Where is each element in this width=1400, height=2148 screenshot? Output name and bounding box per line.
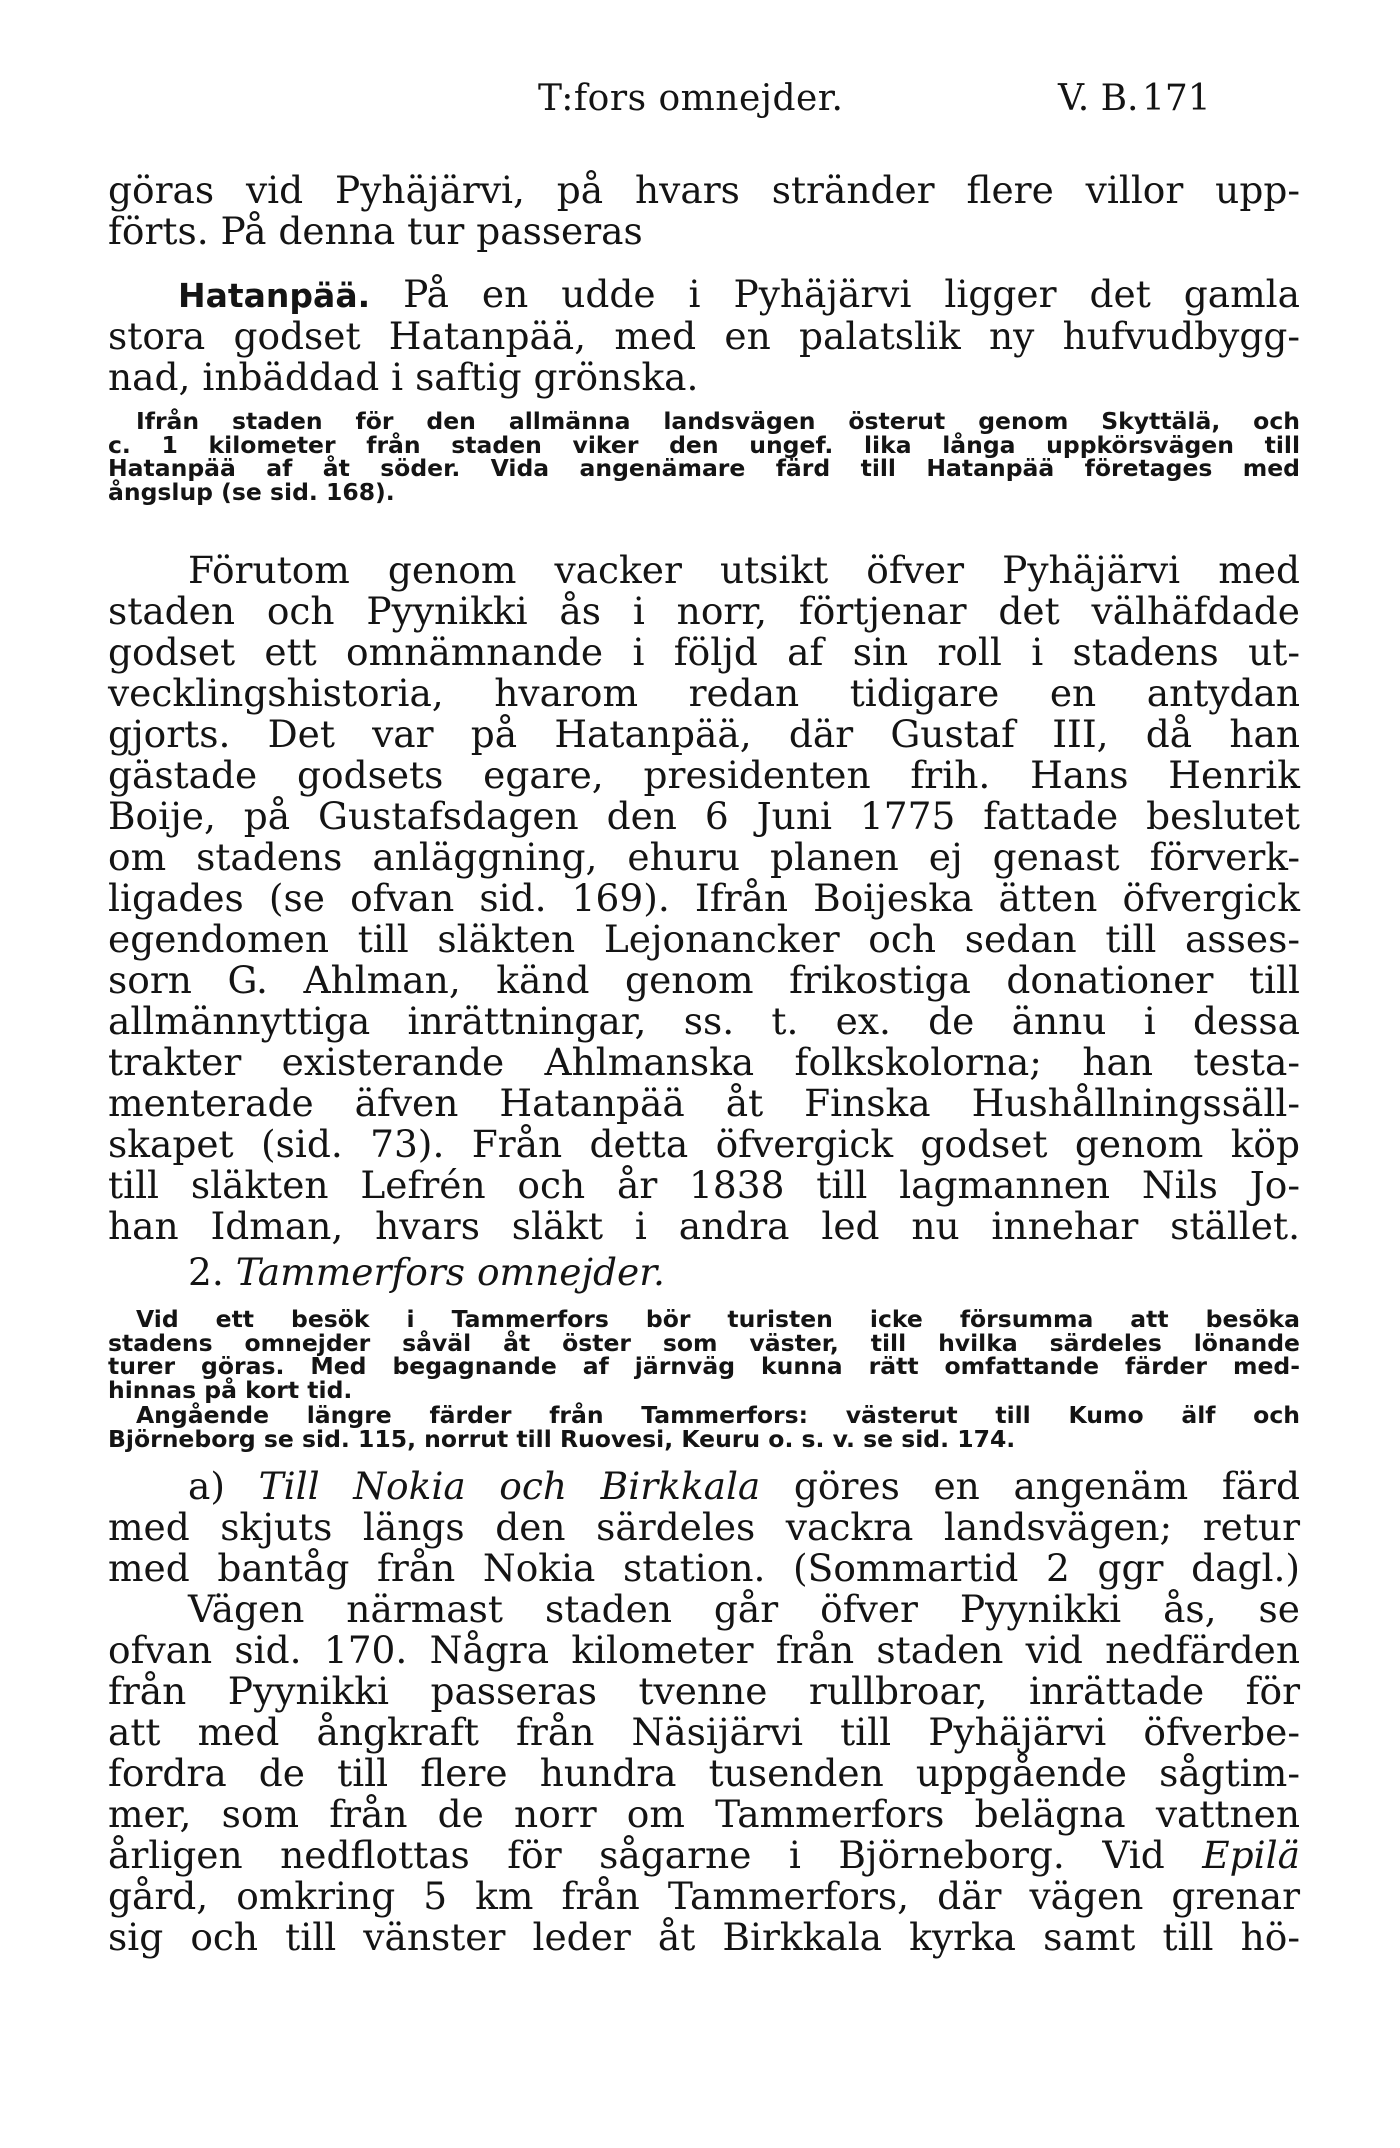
text-line: gård, omkring 5 km från Tammerfors, där vägen grenar: [108, 1874, 1300, 1918]
text-line: förts. På denna tur passeras: [108, 209, 643, 253]
running-head-section: V. B.: [1058, 78, 1139, 119]
place-heading-hatanpaa: Hatanpää.: [178, 276, 371, 315]
paragraph-intro: [108, 170, 1300, 252]
note-line: Vid ett besök i Tammerfors bör turisten icke försumma att besöka: [136, 1305, 1300, 1333]
text-line: skapet (sid. 73). Från detta öfvergick godset genom köp: [108, 1122, 1300, 1166]
text-line: Vägen närmast staden går öfver Pyynikki ås, se: [188, 1587, 1300, 1631]
text-line: a) Till Nokia och Birkkala göres en angenäm färd: [188, 1464, 1300, 1508]
text-line: godset ett omnämnande i följd af sin roll i stadens ut-: [108, 630, 1300, 674]
text-line: om stadens anläggning, ehuru planen ej genast förverk-: [108, 835, 1300, 879]
page-number: 171: [1142, 78, 1211, 119]
text-line: från Pyynikki passeras tvenne rullbroar, inrättade för: [108, 1669, 1300, 1713]
text-line: menterade äfven Hatanpää åt Finska Hushållningssäll-: [108, 1081, 1300, 1125]
text-line: han Idman, hvars släkt i andra led nu innehar stället.: [108, 1204, 1300, 1248]
note-line: stadens omnejder såväl åt öster som väster, till hvilka särdeles lönande: [108, 1328, 1300, 1357]
paragraph-hatanpaa: [108, 274, 1300, 398]
note-line: Angående längre färder från Tammerfors: västerut till Kumo älf och: [136, 1401, 1300, 1429]
section-number: 2.: [188, 1250, 224, 1294]
note-line: Björneborg se sid. 115, norrut till Ruovesi, Keuru o. s. v. se sid. 174.: [108, 1424, 1016, 1453]
text-line: allmännyttiga inrättningar, ss. t. ex. de ännu i dessa: [108, 999, 1300, 1043]
note-line: Hatanpää af åt söder. Vida angenämare färd till Hatanpää företages med: [108, 454, 1300, 482]
text-line: att med ångkraft från Näsijärvi till Pyhäjärvi öfverbe-: [108, 1710, 1300, 1754]
text-line: nad, inbäddad i saftig grönska.: [108, 355, 699, 399]
note-longer-trips: [108, 1401, 1300, 1453]
text-line: staden och Pyynikki ås i norr, förtjenar det välhäfdade: [108, 589, 1300, 633]
text-line: ligades (se ofvan sid. 169). Ifrån Boijeska ätten öfvergick: [108, 876, 1300, 920]
note-line: hinnas på kort tid.: [108, 1375, 353, 1404]
text-line: egendomen till släkten Lejonancker och sedan till asses-: [108, 917, 1300, 961]
text-line: till släkten Lefrén och år 1838 till lagmannen Nils Jo-: [108, 1163, 1300, 1207]
note-line: Ifrån staden för den allmänna landsvägen österut genom Skyttälä, och: [136, 407, 1300, 435]
text-line: Boije, på Gustafsdagen den 6 Juni 1775 fattade beslutet: [108, 794, 1300, 838]
text-line: Förutom genom vacker utsikt öfver Pyhäjärvi med: [188, 548, 1300, 592]
note-omnejder: [108, 1305, 1300, 1404]
running-head-title: T:fors omnejder.: [538, 78, 844, 119]
text-line: stora godset Hatanpää, med en palatslik ny hufvudbygg-: [108, 314, 1300, 358]
text-line: gjorts. Det var på Hatanpää, där Gustaf III, då han: [108, 712, 1300, 756]
note-line: ångslup (se sid. 168).: [108, 477, 395, 506]
place-epila: Epilä: [1202, 1833, 1300, 1877]
note-line: c. 1 kilometer från staden viker den ungef. lika långa uppkörsvägen till: [108, 430, 1300, 459]
text-line: sorn G. Ahlman, känd genom frikostiga donationer till: [108, 958, 1300, 1002]
section-title: Tammerfors omnejder.: [235, 1250, 665, 1294]
text-line: ofvan sid. 170. Några kilometer från staden vid nedfärden: [108, 1628, 1300, 1672]
note-route-hatanpaa: [108, 407, 1300, 506]
text-line: fordra de till flere hundra tusenden uppgående sågtim-: [108, 1751, 1300, 1795]
text-line: gästade godsets egare, presidenten frih. Hans Henrik: [108, 753, 1300, 797]
text-line: Hatanpää. På en udde i Pyhäjärvi ligger det gamla: [178, 272, 1300, 316]
text-line: göras vid Pyhäjärvi, på hvars stränder flere villor upp-: [108, 168, 1300, 212]
paragraph-history: [108, 550, 1300, 1247]
paragraph-nokia-birkkala: [108, 1466, 1300, 1958]
text-line: sig och till vänster leder åt Birkkala kyrka samt till hö-: [108, 1915, 1300, 1959]
section-heading-line: [108, 1252, 1300, 1293]
text-line: vecklingshistoria, hvarom redan tidigare en antydan: [108, 671, 1300, 715]
text-line: med bantåg från Nokia station. (Sommartid 2 ggr dagl.): [108, 1546, 1300, 1590]
running-head: [100, 78, 1300, 126]
text-line: årligen nedflottas för sågarne i Björneborg. Vid Epilä: [108, 1833, 1300, 1877]
item-label: a): [188, 1464, 225, 1508]
section-heading: [108, 1252, 1300, 1293]
text-line: trakter existerande Ahlmanska folkskolorna; han testa-: [108, 1040, 1300, 1084]
route-title: Till Nokia och Birkkala: [258, 1464, 761, 1508]
note-line: turer göras. Med begagnande af järnväg kunna rätt omfattande färder med-: [108, 1352, 1300, 1380]
text-line: med skjuts längs den särdeles vackra landsvägen; retur: [108, 1505, 1300, 1549]
text-line: mer, som från de norr om Tammerfors belägna vattnen: [108, 1792, 1300, 1836]
